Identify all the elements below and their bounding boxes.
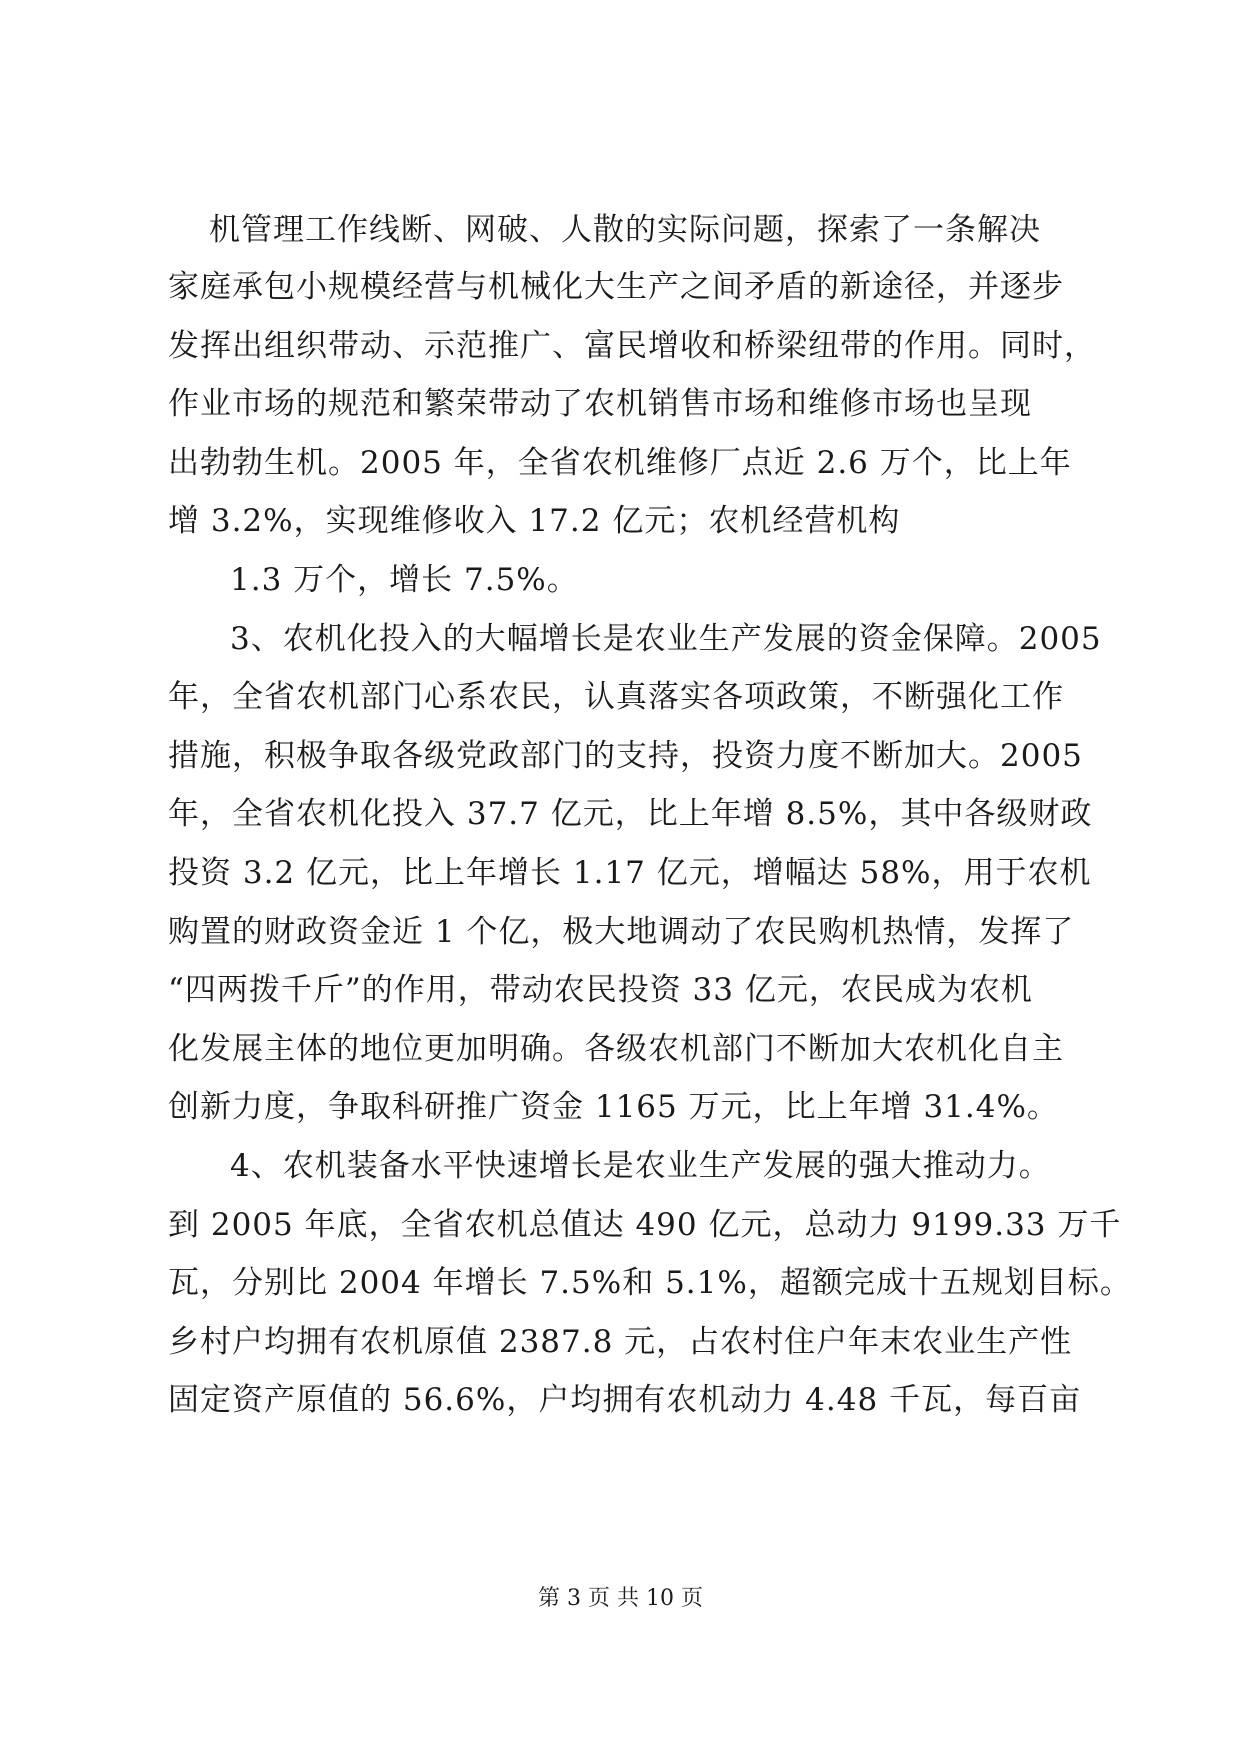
- text-line: 化发展主体的地位更加明确。各级农机部门不断加大农机化自主: [168, 1031, 1064, 1067]
- text-line: 年，全省农机化投入 37.7 亿元，比上年增 8.5%，其中各级财政: [168, 796, 1093, 832]
- text-line: 机管理工作线断、网破、人散的实际问题，探索了一条解决: [209, 212, 1041, 248]
- text-line: 增 3.2%，实现维修收入 17.2 亿元；农机经营机构: [168, 503, 901, 539]
- text-line: 1.3 万个，增长 7.5%。: [230, 562, 579, 598]
- text-line: 3、农机化投入的大幅增长是农业生产发展的资金保障。2005: [230, 621, 1102, 657]
- text-line: “四两拨千斤”的作用，带动农民投资 33 亿元，农民成为农机: [168, 972, 1033, 1008]
- text-line: 作业市场的规范和繁荣带动了农机销售市场和维修市场也呈现: [168, 386, 1032, 422]
- text-line: 出勃勃生机。2005 年，全省农机维修厂点近 2.6 万个，比上年: [168, 445, 1072, 481]
- text-line: 购置的财政资金近 1 个亿，极大地调动了农民购机热情，发挥了: [168, 914, 1075, 950]
- text-line: 创新力度，争取科研推广资金 1165 万元，比上年增 31.4%。: [168, 1089, 1059, 1125]
- text-line: 到 2005 年底，全省农机总值达 490 亿元，总动力 9199.33 万千: [168, 1207, 1122, 1243]
- text-line: 年，全省农机部门心系农民，认真落实各项政策，不断强化工作: [168, 679, 1064, 715]
- page-number-footer: 第 3 页 共 10 页: [538, 1586, 703, 1611]
- text-line: 家庭承包小规模经营与机械化大生产之间矛盾的新途径，并逐步: [168, 269, 1064, 305]
- text-line: 瓦，分别比 2004 年增长 7.5%和 5.1%，超额完成十五规划目标。: [168, 1265, 1132, 1301]
- text-line: 发挥出组织带动、示范推广、富民增收和桥梁纽带的作用。同时，: [168, 328, 1096, 364]
- text-line: 乡村户均拥有农机原值 2387.8 元，占农村住户年末农业生产性: [168, 1324, 1073, 1360]
- text-line: 投资 3.2 亿元，比上年增长 1.17 亿元，增幅达 58%，用于农机: [168, 855, 1092, 891]
- text-line: 固定资产原值的 56.6%，户均拥有农机动力 4.48 千瓦，每百亩: [168, 1382, 1082, 1418]
- text-line: 4、农机装备水平快速增长是农业生产发展的强大推动力。: [230, 1148, 1051, 1184]
- text-line: 措施，积极争取各级党政部门的支持，投资力度不断加大。2005: [168, 738, 1083, 774]
